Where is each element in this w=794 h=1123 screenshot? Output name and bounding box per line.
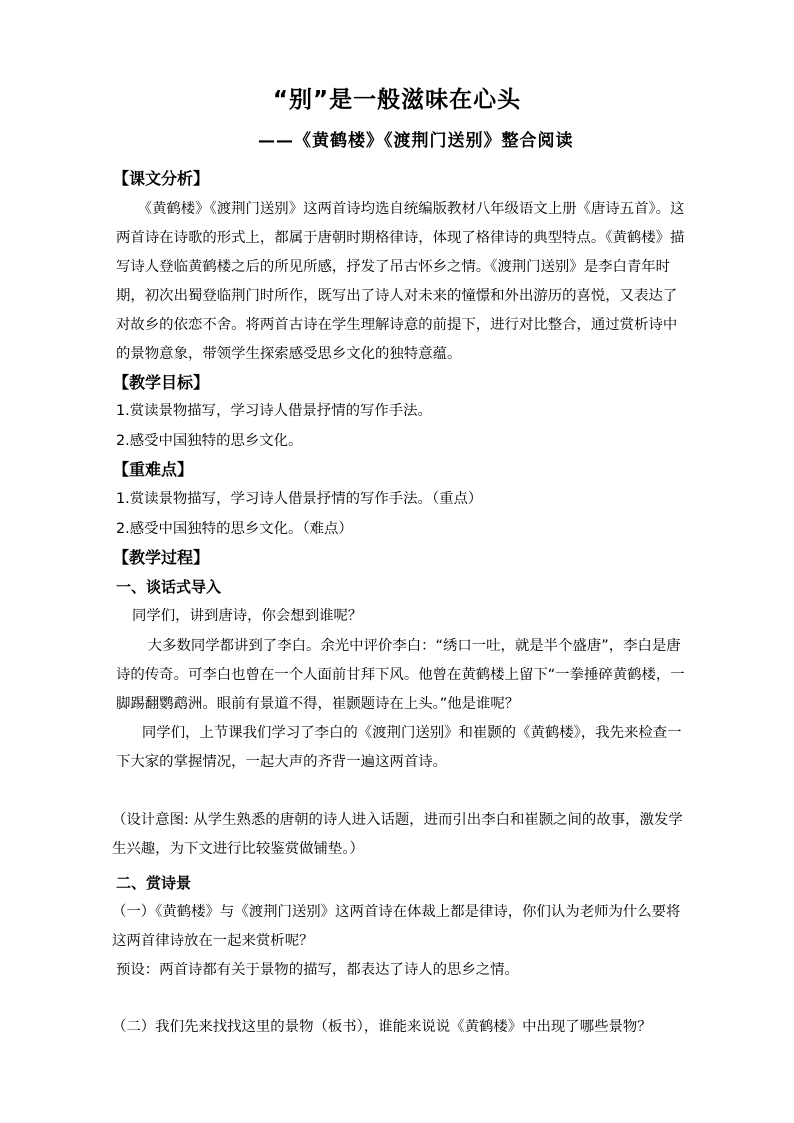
analysis-paragraph: 《黄鹤楼》《渡荆门送别》这两首诗均选自统编版教材八年级语文上册《唐诗五首》。这两首诗在诗歌的形式上，都属于唐朝时期格律诗，体现了格律诗的典型特点。《黄鹤楼》描写诗人登临黄鹤楼之后的所见所感，抒发了吊古怀乡之情。《渡荆门送别》是李白青年时期，初次出蜀登临荆门时所作，既写出了诗人对未来的憧憬和外出游历的喜悦，又表达了对故乡的依恋不舍。将两首古诗在学生理解诗意的前提下，进行对比整合，通过赏析诗中的景物意象，带领学生探索感受思乡文化的独特意蕴。 — [116, 201, 685, 362]
process-heading: 【教学过程】 — [113, 548, 210, 567]
goal-item: 1.赏读景物描写，学习诗人借景抒情的写作手法。 — [116, 403, 432, 419]
analysis-heading: 【课文分析】 — [113, 169, 210, 188]
key-points-heading: 【重难点】 — [113, 460, 194, 479]
goals-heading: 【教学目标】 — [113, 373, 210, 392]
document-title: “别”是一般滋味在心头 — [272, 87, 522, 113]
part2-expected-answer: 预设：两首诗都有关于景物的描写，都表达了诗人的思乡之情。 — [116, 962, 519, 978]
part1-design-note: （设计意图: 从学生熟悉的唐朝的诗人进入话题，进而引出李白和崔颢之间的故事，激发学生兴趣，为下文进行比较鉴赏做铺垫。） — [112, 812, 683, 857]
key-point-item: 2.感受中国独特的思乡文化。（难点） — [116, 521, 353, 537]
part2-heading: 二、赏诗景 — [116, 874, 192, 892]
key-point-item: 1.赏读景物描写，学习诗人借景抒情的写作手法。（重点） — [116, 491, 483, 507]
part2-question-one: （一）《黄鹤楼》与《渡荆门送别》这两首诗在体裁上都是律诗，你们认为老师为什么要将这两首律诗放在一起来赏析呢？ — [112, 904, 681, 949]
part1-review-paragraph: 同学们，上节课我们学习了李白的《渡荆门送别》和崔颢的《黄鹤楼》，我先来检查一下大家的掌握情况，一起大声的齐背一遍这两首诗。 — [116, 725, 682, 770]
goal-item: 2.感受中国独特的思乡文化。 — [116, 433, 303, 449]
part1-question: 同学们，讲到唐诗，你会想到谁呢？ — [132, 608, 363, 624]
part1-heading: 一、谈话式导入 — [116, 578, 222, 596]
part1-story-paragraph: 大多数同学都讲到了李白。余光中评价李白：“绣口一吐，就是半个盛唐”，李白是唐诗的传奇。可李白也曾在一个人面前甘拜下风。他曾在黄鹤楼上留下“一拳捶碎黄鹤楼，一脚踢翻鹦鹉洲。眼前有景道不得，崔颢题诗在上头。”他是谁呢？ — [116, 638, 685, 712]
document-subtitle: ——《黄鹤楼》《渡荆门送别》整合阅读 — [258, 131, 574, 151]
part2-question-two: （二）我们先来找找这里的景物（板书），谁能来说说《黄鹤楼》中出现了哪些景物？ — [112, 1019, 652, 1035]
